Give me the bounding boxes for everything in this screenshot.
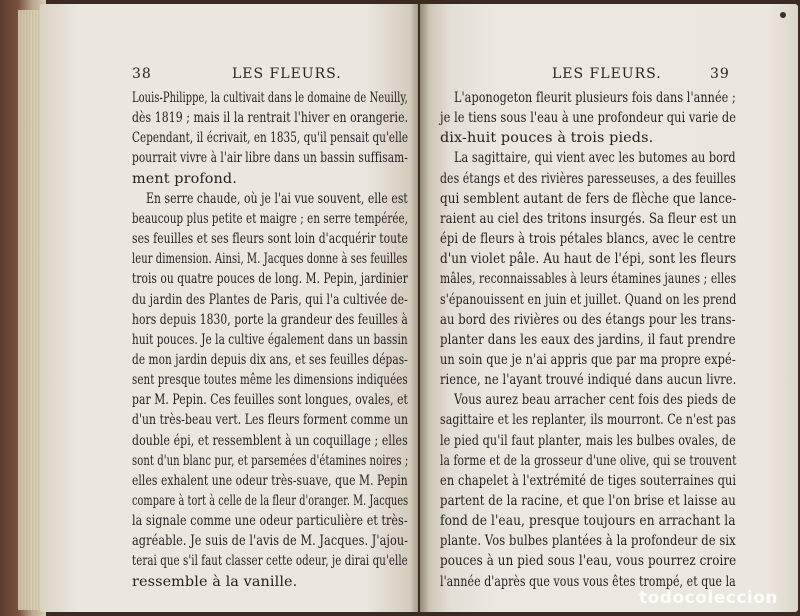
- text-line: partent de la racine, et que l'on brise et laisse au: [440, 493, 736, 509]
- text-line: l'année d'après que vous vous êtes trompé, et que la: [440, 573, 736, 590]
- text-line: ses feuilles et ses fleurs sont loin d'acquérir toute: [132, 231, 409, 248]
- text-line: dix-huit pouces à trois pieds.: [440, 130, 654, 147]
- left-page-number: 38: [132, 66, 152, 82]
- text-line: épi de fleurs à trois pétales blancs, avec le centre: [440, 231, 736, 248]
- text-line: rience, ne l'ayant trouvé indiqué dans aucun livre.: [440, 372, 737, 389]
- text-line: planter dans les eaux des jardins, il faut prendre: [440, 331, 736, 348]
- text-line: d'un très-beau vert. Les fleurs forment comme un: [132, 412, 408, 429]
- text-line: dès 1819 ; mais il la rentrait l'hiver en orangerie.: [132, 110, 409, 127]
- text-line: le pied qu'il faut planter, mais les bulbes ovales, de: [440, 432, 736, 449]
- text-line: fond de l'eau, presque toujours en arrachant la: [440, 513, 736, 530]
- text-line: trois ou quatre pouces de long. M. Pepin, jardinier: [132, 271, 408, 288]
- text-line: leur dimension. Ainsi, M. Jacques donne à ses feuilles: [132, 251, 408, 268]
- text-line: L'aponogeton fleurit plusieurs fois dans l'année ;: [454, 90, 736, 106]
- text-line: sent presque toutes même les dimensions indiquées: [132, 372, 408, 389]
- text-line: je le tiens sous l'eau à une profondeur qui varie de: [440, 110, 737, 127]
- text-line: mâles, reconnaissables à leurs étamines jaunes ; elles: [440, 271, 737, 288]
- text-line: sagittaire et les replanter, ils mourront. Ce n'est pas: [440, 412, 736, 429]
- text-line: En serre chaude, où je l'ai vue souvent, elle est: [146, 190, 408, 207]
- text-line: Vous aurez beau arracher cent fois des pieds de: [454, 392, 736, 409]
- right-page-header: LES FLEURS.: [552, 66, 662, 82]
- text-line: la signale comme une odeur particulière et très-: [132, 513, 408, 530]
- text-line: compare à tort à celle de la fleur d'oranger. M. Jacques: [132, 493, 409, 509]
- text-line: raient au ciel des tritons insurgés. Sa fleur est un: [440, 210, 737, 227]
- text-line: qui semblent autant de fers de flèche que lance-: [440, 190, 737, 207]
- text-line: sont d'un blanc pur, et parsemées d'étamines noires ;: [132, 452, 409, 469]
- text-line: plante. Vos bulbes plantées à la profondeur de six: [440, 533, 736, 550]
- text-line: Louis-Philippe, la cultivait dans le domaine de Neuilly,: [132, 90, 408, 106]
- text-line: d'un violet pâle. Au haut de l'épi, sont les fleurs: [440, 251, 737, 268]
- left-page-header: LES FLEURS.: [232, 66, 342, 82]
- text-line: huit pouces. Je la cultive également dans un bassin: [132, 331, 408, 348]
- text-line: s'épanouissent en juin et juillet. Quand on les prend: [440, 291, 737, 308]
- text-line: terai que s'il faut classer cette odeur, je dirai qu'elle: [132, 553, 408, 570]
- text-line: des étangs et des rivières paresseuses, a des feuilles: [440, 170, 736, 187]
- text-line: ressemble à la vanille.: [132, 573, 298, 590]
- text-line: par M. Pepin. Ces feuilles sont longues, ovales, et: [132, 392, 408, 409]
- text-line: hors depuis 1830, porte la grandeur des feuilles à: [132, 311, 408, 328]
- text-line: ment profond.: [132, 170, 237, 187]
- book-gutter: [410, 0, 430, 616]
- text-line: pourrait vivre à l'air libre dans un bassin suffisam-: [132, 150, 408, 167]
- text-line: pouces à un pied sous l'eau, vous pourrez croire: [440, 553, 737, 570]
- text-line: du jardin des Plantes de Paris, qui l'a cultivée de-: [132, 291, 408, 308]
- text-line: en chapelet à l'extrémité de tiges souterraines qui: [440, 472, 737, 489]
- text-line: La sagittaire, qui vient avec les butomes au bord: [454, 150, 736, 167]
- text-line: de mon jardin depuis dix ans, et ses feuilles dépas-: [132, 351, 408, 368]
- text-line: elles exhalent une odeur très-suave, que M. Pepin: [132, 472, 408, 489]
- text-line: au bord des rivières ou des étangs pour les trans-: [440, 311, 736, 328]
- text-line: un soin que je n'ai appris que par ma propre expé-: [440, 351, 736, 368]
- text-line: beaucoup plus petite et maigre ; en serre tempérée,: [132, 210, 409, 227]
- text-line: double épi, et ressemblent à un coquillage ; elles: [132, 432, 408, 449]
- text-line: agréable. Je suis de l'avis de M. Jacques. J'ajou-: [132, 533, 409, 550]
- right-page-number: 39: [710, 66, 730, 82]
- text-line: la forme et de la grosseur d'une olive, qui se trouvent: [440, 452, 737, 469]
- watermark-text: todocoleccion: [638, 588, 778, 608]
- text-line: Cependant, il écrivait, en 1835, qu'il pensait qu'elle: [132, 130, 409, 147]
- corner-mark: [780, 12, 786, 18]
